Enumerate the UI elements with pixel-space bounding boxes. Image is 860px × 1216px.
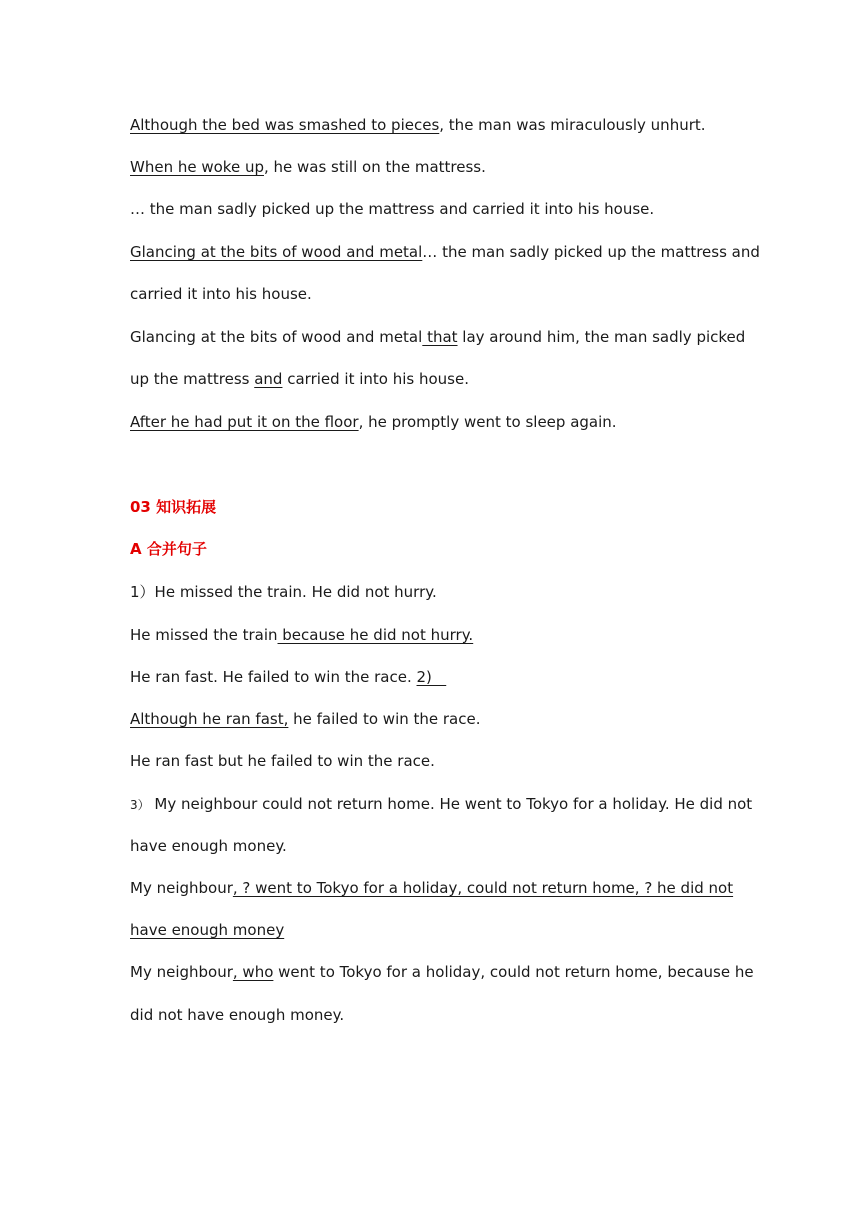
- sentence-text: He missed the train. He did not hurry.: [154, 583, 437, 601]
- sentence-text: have enough money.: [130, 837, 287, 855]
- item-number: 3）: [130, 798, 150, 812]
- sentence-text: carried it into his house.: [130, 285, 312, 303]
- sentence-text: He ran fast but he failed to win the race.: [130, 752, 435, 770]
- text-line-4: [130, 242, 760, 262]
- text-line-18: [130, 962, 754, 982]
- text-line-11: [130, 667, 446, 687]
- sentence-text: , the man was miraculously unhurt.: [439, 116, 706, 134]
- text-line-13: [130, 751, 435, 771]
- sentence-text: Glancing at the bits of wood and metal: [130, 328, 423, 346]
- text-line-15: [130, 836, 287, 856]
- sentence-text: he failed to win the race.: [288, 710, 481, 728]
- text-line-8: [130, 412, 617, 432]
- item-number: 1）: [130, 583, 155, 601]
- text-line-2: [130, 157, 486, 177]
- text-line-5: [130, 284, 312, 304]
- underlined-phrase: When he woke up: [130, 158, 264, 176]
- sentence-text: … the man sadly picked up the mattress and carried it into his house.: [130, 200, 655, 218]
- underlined-phrase: because he did not hurry.: [277, 626, 474, 644]
- sentence-text: He ran fast. He failed to win the race.: [130, 668, 417, 686]
- sentence-text: did not have enough money.: [130, 1006, 345, 1024]
- sentence-text: He missed the train: [130, 626, 278, 644]
- sentence-text: My neighbour: [130, 963, 233, 981]
- underlined-phrase: Although the bed was smashed to pieces: [130, 116, 440, 134]
- text-line-12: [130, 709, 481, 729]
- underlined-word: , who: [232, 963, 274, 981]
- text-line-3: [130, 199, 654, 219]
- underlined-word: that: [422, 328, 458, 346]
- sentence-text: … the man sadly picked up the mattress and: [422, 243, 760, 261]
- subsection-heading: A 合并句子: [130, 540, 207, 558]
- sentence-text: , he promptly went to sleep again.: [358, 413, 617, 431]
- underlined-word: and: [254, 370, 283, 388]
- underlined-phrase: Although he ran fast,: [130, 710, 289, 728]
- text-line-14: [130, 794, 752, 815]
- underlined-phrase: have enough money: [130, 921, 285, 939]
- text-line-7: [130, 369, 469, 389]
- section-heading: 03 知识拓展: [130, 498, 217, 516]
- text-line-10: [130, 625, 473, 645]
- underlined-phrase: Glancing at the bits of wood and metal: [130, 243, 423, 261]
- underlined-phrase: After he had put it on the floor: [130, 413, 359, 431]
- text-line-17: [130, 920, 284, 940]
- underlined-phrase: , ? went to Tokyo for a holiday, could not return home, ? he did not: [232, 879, 734, 897]
- text-line-16: [130, 878, 733, 898]
- sentence-text: went to Tokyo for a holiday, could not return home, because he: [273, 963, 754, 981]
- sentence-text: My neighbour could not return home. He went to Tokyo for a holiday. He did not: [149, 795, 753, 813]
- text-line-1: [130, 115, 706, 135]
- sentence-text: lay around him, the man sadly picked: [457, 328, 746, 346]
- text-line-19: [130, 1005, 344, 1025]
- sentence-text: carried it into his house.: [282, 370, 469, 388]
- sentence-text: , he was still on the mattress.: [263, 158, 486, 176]
- item-number: 2): [416, 668, 447, 686]
- sentence-text: My neighbour: [130, 879, 233, 897]
- text-line-9: [130, 582, 437, 602]
- text-line-6: [130, 327, 745, 347]
- sentence-text: up the mattress: [130, 370, 255, 388]
